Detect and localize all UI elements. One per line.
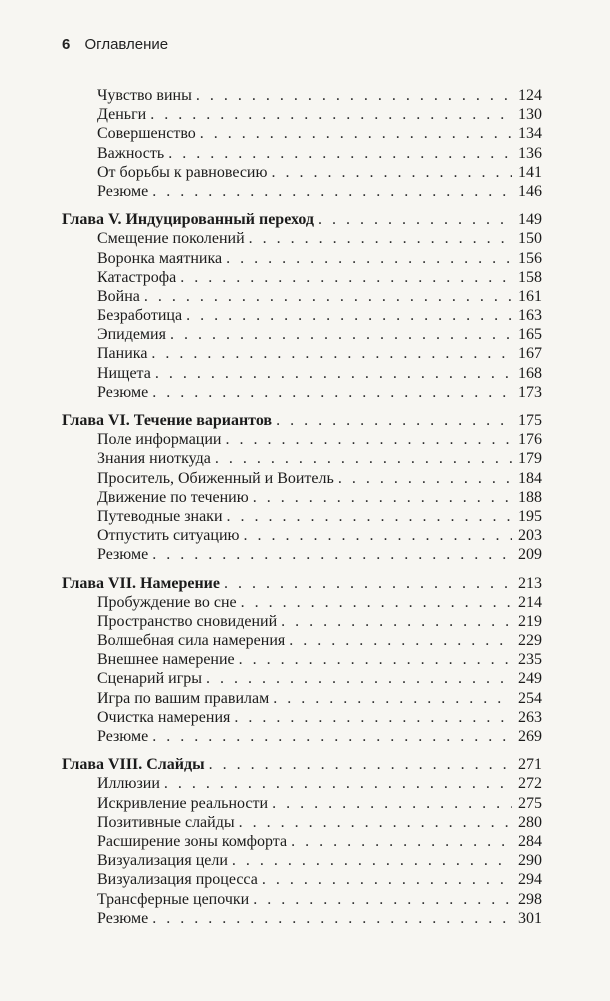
entry-title: Нищета <box>97 364 151 382</box>
page-ref: 124 <box>518 87 542 104</box>
dot-leader <box>239 650 512 669</box>
dot-leader <box>152 545 512 564</box>
page-ref: 213 <box>518 574 542 592</box>
toc-entry <box>62 650 542 669</box>
chapter-title: Глава VII. Намерение <box>62 574 220 592</box>
toc-entry <box>62 182 542 201</box>
dot-leader <box>200 124 512 143</box>
entry-title: Воронка маятника <box>97 249 223 267</box>
entry-title: От борьбы к равновесию <box>97 163 268 181</box>
page-ref: 176 <box>518 431 542 449</box>
toc-entry <box>62 774 542 793</box>
entry-title: Резюме <box>97 728 149 745</box>
toc-chapter <box>62 210 542 402</box>
toc-chapter <box>62 755 542 928</box>
page-ref: 219 <box>518 612 542 630</box>
toc-entry <box>62 105 542 124</box>
dot-leader <box>281 612 512 631</box>
entry-title: Визуализация процесса <box>97 871 258 889</box>
dot-leader <box>273 689 512 708</box>
entry-title: Война <box>97 287 140 305</box>
toc-entry <box>62 268 542 287</box>
toc-entry <box>62 593 542 612</box>
dot-leader <box>152 383 512 402</box>
toc-entry <box>62 469 542 488</box>
chapter-heading <box>62 755 542 774</box>
dot-leader <box>227 507 512 526</box>
entry-title: Паника <box>97 345 148 363</box>
toc-entry <box>62 832 542 851</box>
entry-title: Смещение поколений <box>97 230 245 248</box>
entry-title: Трансферные цепочки <box>97 890 250 908</box>
dot-leader <box>262 870 512 889</box>
entry-title: Позитивные слайды <box>97 813 235 831</box>
entry-title: Иллюзии <box>97 775 160 793</box>
entry-title: Путеводные знаки <box>97 507 223 525</box>
toc-entry <box>62 430 542 449</box>
toc-entry <box>62 325 542 344</box>
toc-entry <box>62 144 542 163</box>
page-ref: 280 <box>518 813 542 831</box>
entry-title: Сценарий игры <box>97 670 202 688</box>
dot-leader <box>253 488 512 507</box>
toc-entry <box>62 669 542 688</box>
page-ref: 179 <box>518 450 542 468</box>
toc-entry <box>62 383 542 402</box>
toc-entry <box>62 449 542 468</box>
entry-title: Игра по вашим правилам <box>97 689 270 707</box>
entry-title: Искривление реальности <box>97 794 269 812</box>
entry-title: Резюме <box>97 182 149 200</box>
entry-title: Резюме <box>97 909 149 927</box>
toc-entry <box>62 545 542 564</box>
dot-leader <box>152 182 512 201</box>
chapter-title: Глава V. Индуцированный переход <box>62 211 314 229</box>
page-ref: 161 <box>518 287 542 305</box>
toc-entry <box>62 229 542 248</box>
page-ref: 195 <box>518 507 542 525</box>
entry-title: Визуализация цели <box>97 852 228 870</box>
toc-entry <box>62 851 542 870</box>
dot-leader <box>241 593 512 612</box>
page-ref: 214 <box>518 593 542 611</box>
entry-title: Очистка намерения <box>97 708 231 726</box>
page-ref: 263 <box>518 708 542 726</box>
page-ref: 146 <box>518 182 542 200</box>
dot-leader <box>150 105 512 124</box>
toc-entry <box>62 708 542 727</box>
chapter-heading <box>62 210 542 229</box>
dot-leader <box>271 163 512 182</box>
toc-entry <box>62 507 542 526</box>
dot-leader <box>234 708 512 727</box>
page-ref: 188 <box>518 488 542 506</box>
toc-entry <box>62 344 542 363</box>
entry-title: Пространство сновидений <box>97 612 278 630</box>
entry-title: Безработица <box>97 307 183 325</box>
page-ref: 209 <box>518 546 542 564</box>
page-ref: 184 <box>518 469 542 487</box>
toc-entry <box>62 124 542 143</box>
page-ref: 235 <box>518 651 542 669</box>
dot-leader <box>152 727 512 746</box>
page-ref: 165 <box>518 326 542 344</box>
entry-title: Знания ниоткуда <box>97 450 211 468</box>
entry-title: Расширение зоны комфорта <box>97 832 288 850</box>
chapter-heading <box>62 411 542 430</box>
dot-leader <box>168 144 512 163</box>
dot-leader <box>291 832 512 851</box>
dot-leader <box>338 469 512 488</box>
entry-title: Волшебная сила намерения <box>97 632 286 650</box>
dot-leader <box>151 344 512 363</box>
page-ref: 203 <box>518 527 542 545</box>
chapter-title: Глава VI. Течение вариантов <box>62 412 273 429</box>
page-ref: 271 <box>518 756 542 774</box>
page-ref: 150 <box>518 230 542 248</box>
running-head <box>62 36 168 53</box>
page-ref: 269 <box>518 728 542 745</box>
dot-leader <box>144 287 512 306</box>
page-ref: 134 <box>518 125 542 143</box>
page-ref: 298 <box>518 890 542 908</box>
dot-leader <box>164 774 512 793</box>
entry-title: Пробуждение во сне <box>97 593 237 611</box>
entry-title: Совершенство <box>97 125 196 143</box>
toc-entry <box>62 526 542 545</box>
dot-leader <box>152 909 512 928</box>
page-ref: 136 <box>518 144 542 162</box>
toc-chapter <box>62 574 542 747</box>
dot-leader <box>170 325 512 344</box>
dot-leader <box>226 249 512 268</box>
toc-entry <box>62 612 542 631</box>
page-ref: 168 <box>518 364 542 382</box>
page-ref: 272 <box>518 775 542 793</box>
page-ref: 229 <box>518 632 542 650</box>
entry-title: Резюме <box>97 383 149 401</box>
entry-title: Эпидемия <box>97 326 166 344</box>
page-ref: 294 <box>518 871 542 889</box>
page-ref: 163 <box>518 307 542 325</box>
dot-leader <box>155 364 512 383</box>
toc-entry <box>62 364 542 383</box>
page-ref: 254 <box>518 689 542 707</box>
dot-leader <box>225 430 512 449</box>
dot-leader <box>196 86 512 105</box>
entry-title: Важность <box>97 144 165 162</box>
page-ref: 149 <box>518 211 542 229</box>
page-number: 6 <box>62 36 71 53</box>
page-ref: 249 <box>518 670 542 688</box>
page-ref: 173 <box>518 383 542 401</box>
dot-leader <box>249 229 512 248</box>
dot-leader <box>215 449 512 468</box>
running-head-title: Оглавление <box>84 36 169 53</box>
dot-leader <box>289 631 512 650</box>
page-ref: 290 <box>518 852 542 870</box>
dot-leader <box>209 755 512 774</box>
dot-leader <box>232 851 512 870</box>
page-ref: 158 <box>518 268 542 286</box>
toc-entry <box>62 86 542 105</box>
toc-entry <box>62 870 542 889</box>
page-ref: 301 <box>518 909 542 927</box>
entry-title: Поле информации <box>97 431 222 449</box>
page-ref: 156 <box>518 249 542 267</box>
toc-chapter <box>62 411 542 565</box>
dot-leader <box>318 210 512 229</box>
toc-entry <box>62 287 542 306</box>
entry-title: Катастрофа <box>97 268 177 286</box>
page-ref: 284 <box>518 832 542 850</box>
page-ref: 167 <box>518 345 542 363</box>
toc-chapter <box>62 86 542 201</box>
toc-entry <box>62 890 542 909</box>
entry-title: Резюме <box>97 546 149 564</box>
dot-leader <box>276 411 512 430</box>
entry-title: Отпустить ситуацию <box>97 527 240 545</box>
dot-leader <box>186 306 512 325</box>
toc-entry <box>62 794 542 813</box>
toc-entry <box>62 631 542 650</box>
dot-leader <box>224 574 512 593</box>
toc-entry <box>62 813 542 832</box>
chapter-title: Глава VIII. Слайды <box>62 756 205 774</box>
toc-entry <box>62 727 542 746</box>
page-ref: 175 <box>518 412 542 429</box>
table-of-contents <box>62 86 542 937</box>
toc-entry <box>62 689 542 708</box>
dot-leader <box>239 813 512 832</box>
page-ref: 141 <box>518 163 542 181</box>
toc-entry <box>62 306 542 325</box>
dot-leader <box>206 669 512 688</box>
chapter-heading <box>62 574 542 593</box>
dot-leader <box>253 890 512 909</box>
entry-title: Деньги <box>97 106 147 124</box>
toc-entry <box>62 249 542 268</box>
toc-entry <box>62 488 542 507</box>
dot-leader <box>180 268 512 287</box>
page-ref: 130 <box>518 106 542 124</box>
dot-leader <box>272 794 512 813</box>
entry-title: Внешнее намерение <box>97 651 235 669</box>
entry-title: Движение по течению <box>97 488 249 506</box>
dot-leader <box>243 526 512 545</box>
page-ref: 275 <box>518 794 542 812</box>
entry-title: Чувство вины <box>97 87 192 104</box>
entry-title: Проситель, Обиженный и Воитель <box>97 469 334 487</box>
toc-entry <box>62 909 542 928</box>
toc-entry <box>62 163 542 182</box>
